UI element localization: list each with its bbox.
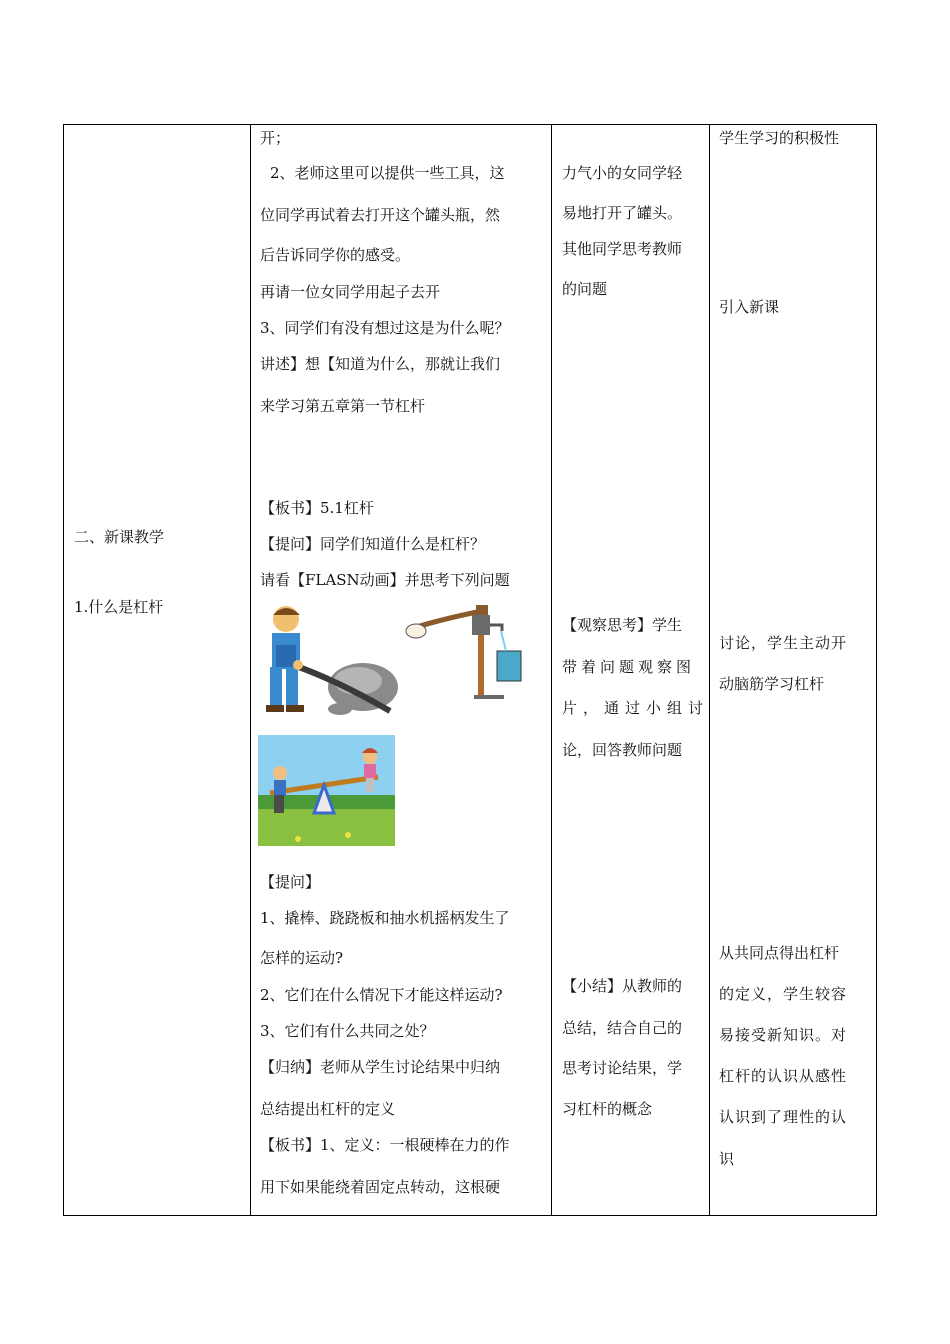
column-divider xyxy=(709,125,710,1215)
intent-text: 讨论，学生主动开 xyxy=(719,634,848,652)
student-text: 【小结】从教师的 xyxy=(562,977,683,995)
teacher-text: 来学习第五章第一节杠杆 xyxy=(260,397,426,415)
teacher-text: 【板书】5.1杠杆 xyxy=(260,499,374,517)
student-text: 带着问题观察图 xyxy=(562,658,696,676)
section-title: 二、新课教学 xyxy=(74,528,165,546)
student-text: 思考讨论结果，学 xyxy=(562,1059,683,1077)
student-text: 的问题 xyxy=(562,280,608,298)
student-text: 片，通过小组讨 xyxy=(562,699,710,717)
intent-text: 引入新课 xyxy=(719,298,780,316)
intent-text: 杠杆的认识从感性 xyxy=(719,1067,848,1085)
lesson-plan-table xyxy=(63,124,877,1216)
column-divider xyxy=(551,125,552,1215)
intent-text: 易接受新知识。对 xyxy=(719,1026,848,1044)
intent-text: 动脑筋学习杠杆 xyxy=(719,675,825,693)
teacher-text: 怎样的运动? xyxy=(260,949,344,967)
teacher-text: 后告诉同学你的感受。 xyxy=(260,246,411,264)
student-text: 易地打开了罐头。 xyxy=(562,204,683,222)
teacher-text: 用下如果能绕着固定点转动，这根硬 xyxy=(260,1178,501,1196)
student-text: 力气小的女同学轻 xyxy=(562,164,683,182)
teacher-text: 2、老师这里可以提供一些工具，这 xyxy=(270,164,505,182)
intent-text: 的定义，学生较容 xyxy=(719,985,848,1003)
teacher-text: 总结提出杠杆的定义 xyxy=(260,1100,396,1118)
student-text: 【观察思考】学生 xyxy=(562,616,683,634)
student-text: 论，回答教师问题 xyxy=(562,741,683,759)
intent-text: 认识到了理性的认 xyxy=(719,1108,848,1126)
seesaw-image xyxy=(258,735,395,846)
teacher-text: 3、它们有什么共同之处？ xyxy=(260,1022,435,1040)
intent-text: 识 xyxy=(719,1150,735,1168)
teacher-text: 3、同学们有没有想过这是为什么呢？ xyxy=(260,319,510,337)
student-text: 总结，结合自己的 xyxy=(562,1019,683,1037)
intent-text: 从共同点得出杠杆 xyxy=(719,944,840,962)
water-pump-image xyxy=(402,601,524,701)
intent-text: 学生学习的积极性 xyxy=(719,129,840,147)
teacher-text: 【提问】同学们知道什么是杠杆？ xyxy=(260,535,486,553)
column-divider xyxy=(250,125,251,1215)
teacher-text: 再请一位女同学用起子去开 xyxy=(260,283,441,301)
teacher-text: 请看【FLASN动画】并思考下列问题 xyxy=(260,571,510,589)
teacher-text: 【归纳】老师从学生讨论结果中归纳 xyxy=(260,1058,501,1076)
teacher-text: 【提问】 xyxy=(260,873,321,891)
teacher-text: 【板书】1、定义：一根硬棒在力的作 xyxy=(260,1136,510,1154)
teacher-text: 讲述】想【知道为什么，那就让我们 xyxy=(260,355,501,373)
teacher-text: 位同学再试着去打开这个罐头瓶，然 xyxy=(260,206,501,224)
crowbar-rock-image xyxy=(258,601,403,716)
teacher-text: 开； xyxy=(260,129,291,147)
subsection-title: 1.什么是杠杆 xyxy=(74,598,164,616)
student-text: 其他同学思考教师 xyxy=(562,240,683,258)
teacher-text: 1、撬棒、跷跷板和抽水机摇柄发生了 xyxy=(260,909,510,927)
teacher-text: 2、它们在什么情况下才能这样运动? xyxy=(260,986,503,1004)
student-text: 习杠杆的概念 xyxy=(562,1100,653,1118)
